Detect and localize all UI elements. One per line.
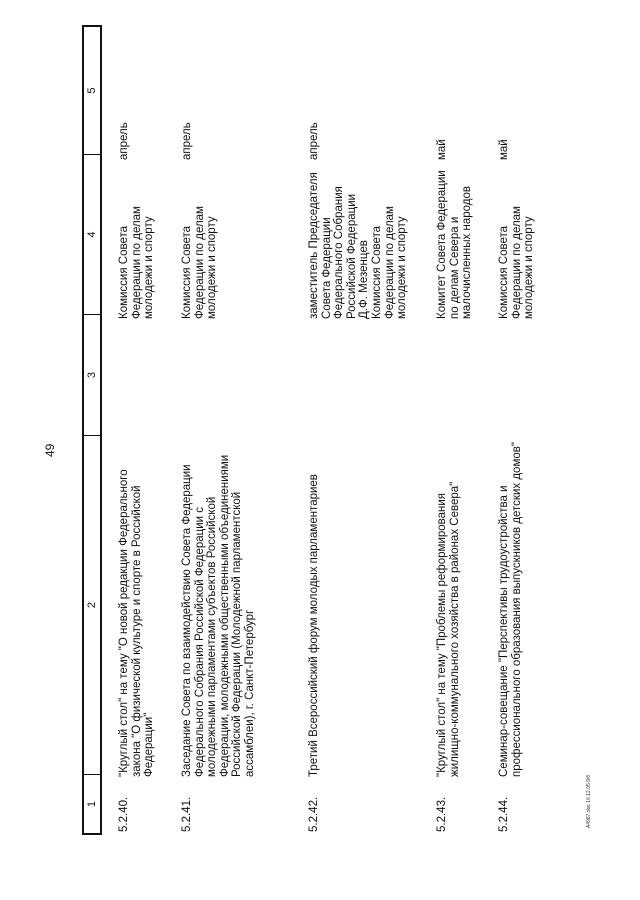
term: май — [498, 139, 510, 160]
item-number: 5.2.41. — [181, 796, 193, 832]
responsible: заместитель Председателя Совета Федерации Федерального Собрания Российской Федерации Д.Ф. Мезенцев Комиссия Совета Федерации по делам молодежи и спорту — [308, 172, 409, 319]
event-title: Третий Всероссийский форум молодых парламентариев — [308, 474, 320, 777]
executor — [498, 319, 536, 439]
responsible: Комиссия Совета Федерации по делам молодежи и спорту — [498, 206, 536, 319]
event-title: "Круглый стол" на тему "Проблемы реформирования жилищно-коммунального хозяйства в районах Севера" — [436, 481, 461, 777]
responsible: Комиссия Совета Федерации по делам молодежи и спорту — [181, 206, 219, 319]
event-title: Заседание Совета по взаимодействию Совета Федерации Федерального Собрания Российской Федерации с молодежными парламентами субъектов Российской Федерации, молодежными общественными объединениями Российской Федерации (Молодежной парламентской ассамблеи), г. Санкт-Петербург — [181, 454, 256, 777]
term: апрель — [181, 122, 193, 160]
executor — [181, 319, 257, 439]
header-col-4: 4 — [84, 154, 100, 314]
item-number: 5.2.42. — [308, 796, 320, 832]
header-col-2: 2 — [84, 435, 100, 774]
responsible: Комитет Совета Федерации по делам Севера и малочисленных народов — [436, 170, 474, 319]
table-row — [118, 25, 156, 835]
table-row — [436, 25, 474, 835]
event-title: Семинар-совещание "Перспективы трудоустройства и профессионального образования выпускников детских домов" — [498, 442, 523, 777]
item-number: 5.2.43. — [436, 796, 448, 832]
item-number: 5.2.40. — [118, 796, 130, 832]
executor — [118, 319, 156, 439]
event-title: "Круглый стол" на тему "О новой редакции Федерального закона "О физической культуре и спорте в Российской Федерации" — [118, 469, 156, 777]
file-footer: A4987.doc 16.12.05 9/6 — [586, 774, 592, 828]
table-row — [308, 25, 409, 835]
header-col-1: 1 — [84, 774, 100, 833]
header-col-3: 3 — [84, 314, 100, 435]
responsible: Комиссия Совета Федерации по делам молодежи и спорту — [118, 206, 156, 319]
term: май — [436, 139, 448, 160]
term: апрель — [118, 122, 130, 160]
table-row — [498, 25, 536, 835]
page-number: 49 — [43, 443, 57, 457]
header-col-5: 5 — [86, 87, 98, 94]
table-row — [181, 25, 257, 835]
executor — [308, 319, 409, 439]
term: апрель — [308, 122, 320, 160]
executor — [436, 319, 474, 439]
item-number: 5.2.44. — [498, 796, 510, 832]
table-header — [82, 25, 102, 835]
